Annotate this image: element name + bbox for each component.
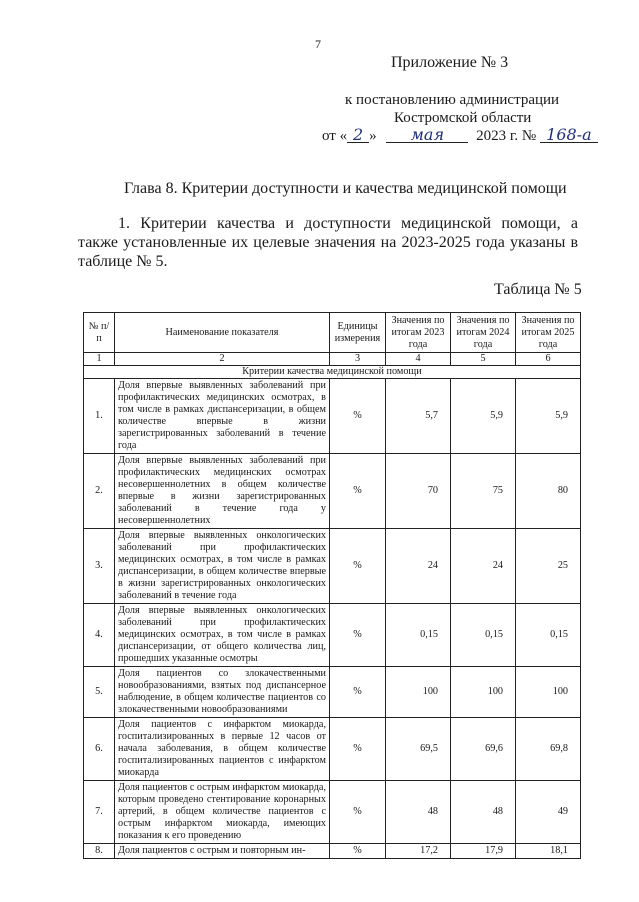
unit: % (330, 529, 386, 604)
unit: % (330, 718, 386, 781)
value-2025: 25 (516, 529, 581, 604)
col-num: 6 (516, 353, 581, 366)
value-2023: 100 (386, 667, 451, 718)
indicator-name: Доля впервые выявленных онкологических заболеваний при профилактических медицинских осмотрах, в том числе в рамках диспансеризации, в общем количестве впервые в жизни зарегистрированных онкологических заболеваний в течение года (115, 529, 330, 604)
unit: % (330, 604, 386, 667)
year-text: 2023 г. № (476, 128, 537, 144)
indicator-name: Доля пациентов с острым инфарктом миокарда, которым проведено стентирование коронарных артерий, в общем количестве пациентов с острым инфарктом миокарда, имеющих показания к его проведению (115, 781, 330, 844)
col-num: 2 (115, 353, 330, 366)
table-row (84, 604, 581, 667)
handwritten-day: 2 (347, 128, 369, 143)
chapter-title: Глава 8. Критерии доступности и качества медицинской помощи (124, 180, 567, 197)
decree-line-2: Костромской области (394, 110, 532, 126)
value-2024: 100 (451, 667, 516, 718)
unit: % (330, 454, 386, 529)
date-mid: » (369, 128, 377, 144)
value-2023: 69,5 (386, 718, 451, 781)
col-num: 1 (84, 353, 115, 366)
row-number: 7. (84, 781, 115, 844)
value-2023: 70 (386, 454, 451, 529)
indicator-name: Доля пациентов с острым и повторным ин- (115, 844, 330, 859)
col-num: 3 (330, 353, 386, 366)
row-number: 4. (84, 604, 115, 667)
header-2024: Значения по итогам 2024 года (451, 313, 516, 353)
intro-paragraph (78, 214, 578, 271)
table-row (84, 379, 581, 454)
table-row (84, 529, 581, 604)
value-2025: 69,8 (516, 718, 581, 781)
value-2024: 0,15 (451, 604, 516, 667)
value-2024: 17,9 (451, 844, 516, 859)
row-number: 5. (84, 667, 115, 718)
value-2023: 24 (386, 529, 451, 604)
header-row (84, 313, 581, 353)
value-2023: 17,2 (386, 844, 451, 859)
table-row (84, 781, 581, 844)
value-2024: 5,9 (451, 379, 516, 454)
column-number-row (84, 353, 581, 366)
value-2024: 48 (451, 781, 516, 844)
value-2025: 49 (516, 781, 581, 844)
intro-text: 1. Критерии качества и доступности медицинской помощи, а также установленные их целевые значения на 2023-2025 года указаны в таблице № 5. (78, 215, 578, 270)
decree-date-line (322, 125, 598, 145)
value-2024: 69,6 (451, 718, 516, 781)
header-2023: Значения по итогам 2023 года (386, 313, 451, 353)
indicator-name: Доля пациентов со злокачественными новообразованиями, взятых под диспансерное наблюдение, в общем количестве пациентов со злокачественными новообразованиями (115, 667, 330, 718)
row-number: 3. (84, 529, 115, 604)
indicator-name: Доля впервые выявленных онкологических заболеваний при профилактических медицинских осмотрах, в том числе в рамках диспансеризации, от общего количества лиц, прошедших указанные осмотры (115, 604, 330, 667)
table-row (84, 844, 581, 859)
section-row (84, 366, 581, 379)
value-2023: 5,7 (386, 379, 451, 454)
criteria-table (83, 312, 581, 859)
appendix-title: Приложение № 3 (391, 54, 509, 71)
handwritten-number: 168-а (540, 128, 598, 143)
row-number: 1. (84, 379, 115, 454)
value-2025: 5,9 (516, 379, 581, 454)
table-title: Таблица № 5 (494, 281, 582, 298)
value-2023: 48 (386, 781, 451, 844)
value-2025: 0,15 (516, 604, 581, 667)
section-title: Критерии качества медицинской помощи (84, 366, 581, 379)
col-num: 5 (451, 353, 516, 366)
date-prefix: от « (322, 128, 348, 144)
row-number: 8. (84, 844, 115, 859)
header-name: Наименование показателя (115, 313, 330, 353)
page-number: 7 (315, 37, 321, 51)
value-2025: 100 (516, 667, 581, 718)
unit: % (330, 379, 386, 454)
unit: % (330, 781, 386, 844)
value-2024: 75 (451, 454, 516, 529)
value-2025: 80 (516, 454, 581, 529)
header-number: № п/п (84, 313, 115, 353)
indicator-name: Доля впервые выявленных заболеваний при профилактических медицинских осмотрах несовершеннолетних в общем количестве впервые в жизни зарегистрированных заболеваний в течение года у несовершеннолетних (115, 454, 330, 529)
value-2025: 18,1 (516, 844, 581, 859)
handwritten-month: мая (386, 128, 468, 143)
table-row (84, 718, 581, 781)
unit: % (330, 667, 386, 718)
indicator-name: Доля пациентов с инфарктом миокарда, госпитализированных в первые 12 часов от начала заболевания, в общем количестве госпитализированных пациентов с инфарктом миокарда (115, 718, 330, 781)
row-number: 2. (84, 454, 115, 529)
table-row (84, 454, 581, 529)
header-2025: Значения по итогам 2025 года (516, 313, 581, 353)
header-unit: Единицы измерения (330, 313, 386, 353)
decree-line-1: к постановлению администрации (345, 92, 560, 108)
value-2024: 24 (451, 529, 516, 604)
table-row (84, 667, 581, 718)
indicator-name: Доля впервые выявленных заболеваний при профилактических медицинских осмотрах, в том числе в рамках диспансеризации, в общем количестве впервые в жизни зарегистрированных заболеваний в течение года (115, 379, 330, 454)
table-body (84, 379, 581, 859)
row-number: 6. (84, 718, 115, 781)
col-num: 4 (386, 353, 451, 366)
value-2023: 0,15 (386, 604, 451, 667)
unit: % (330, 844, 386, 859)
